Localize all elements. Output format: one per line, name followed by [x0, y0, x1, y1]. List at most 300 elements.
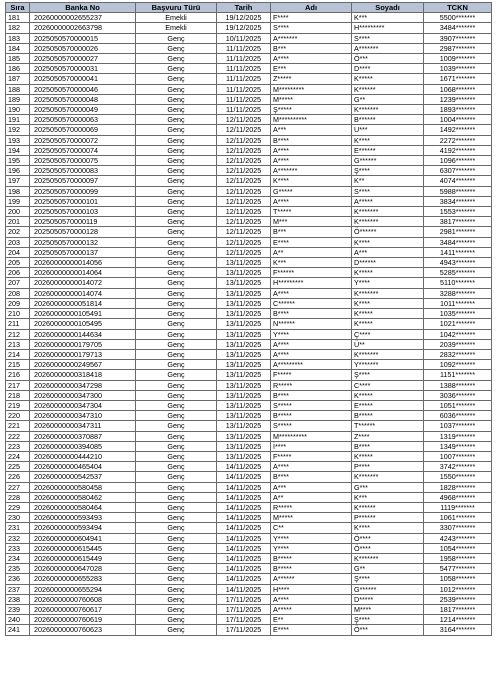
table-row [6, 411, 492, 421]
cell-tarih: 14/11/2025 [217, 543, 271, 553]
cell-soyadi: K**** [352, 298, 424, 308]
cell-sira: 234 [6, 553, 30, 563]
table-row [6, 329, 492, 339]
cell-adi: C****** [271, 298, 352, 308]
cell-sira: 204 [6, 247, 30, 257]
cell-adi: B**** [271, 309, 352, 319]
col-header-tarih: Tarih [217, 3, 271, 13]
cell-banka-no: 20260000000105491 [30, 309, 136, 319]
cell-sira: 202 [6, 227, 30, 237]
cell-tarih: 13/11/2025 [217, 319, 271, 329]
cell-banka-no: 20260000002663798 [30, 23, 136, 33]
cell-tckn: 1011******* [424, 298, 492, 308]
cell-soyadi: K******* [352, 207, 424, 217]
cell-tckn: 1092******* [424, 360, 492, 370]
cell-adi: M********* [271, 84, 352, 94]
table-row [6, 523, 492, 533]
cell-basvuru-turu: Genç [136, 533, 217, 543]
cell-tarih: 14/11/2025 [217, 564, 271, 574]
cell-adi: A****** [271, 574, 352, 584]
cell-basvuru-turu: Genç [136, 319, 217, 329]
cell-adi: B**** [271, 135, 352, 145]
cell-basvuru-turu: Genç [136, 492, 217, 502]
cell-basvuru-turu: Genç [136, 543, 217, 553]
cell-basvuru-turu: Genç [136, 125, 217, 135]
cell-sira: 228 [6, 492, 30, 502]
cell-sira: 189 [6, 94, 30, 104]
cell-soyadi: G****** [352, 584, 424, 594]
cell-tarih: 12/11/2025 [217, 207, 271, 217]
cell-sira: 216 [6, 370, 30, 380]
cell-banka-no: 20260000000647028 [30, 564, 136, 574]
table-row [6, 615, 492, 625]
cell-soyadi: Ö*** [352, 625, 424, 635]
cell-sira: 184 [6, 43, 30, 53]
cell-soyadi: Ş**** [352, 370, 424, 380]
cell-banka-no: 2025050570000075 [30, 156, 136, 166]
cell-soyadi: H********* [352, 23, 424, 33]
cell-banka-no: 2025050570000041 [30, 74, 136, 84]
cell-adi: A******* [271, 166, 352, 176]
cell-soyadi: K**** [352, 523, 424, 533]
cell-basvuru-turu: Genç [136, 105, 217, 115]
cell-adi: B**** [271, 390, 352, 400]
table-row [6, 482, 492, 492]
cell-sira: 222 [6, 431, 30, 441]
cell-banka-no: 2025050570000132 [30, 237, 136, 247]
cell-soyadi: B**** [352, 441, 424, 451]
cell-adi: A********* [271, 360, 352, 370]
cell-tckn: 4243******* [424, 533, 492, 543]
cell-adi: H********* [271, 278, 352, 288]
cell-adi: F***** [271, 451, 352, 461]
cell-tarih: 12/11/2025 [217, 176, 271, 186]
cell-basvuru-turu: Genç [136, 360, 217, 370]
cell-tarih: 13/11/2025 [217, 411, 271, 421]
cell-tarih: 12/11/2025 [217, 186, 271, 196]
cell-tckn: 1037******* [424, 421, 492, 431]
cell-basvuru-turu: Genç [136, 400, 217, 410]
cell-soyadi: Ö**** [352, 543, 424, 553]
cell-basvuru-turu: Genç [136, 196, 217, 206]
table-row [6, 472, 492, 482]
cell-sira: 241 [6, 625, 30, 635]
cell-tckn: 1388******* [424, 380, 492, 390]
cell-soyadi: Z**** [352, 431, 424, 441]
cell-soyadi: E****** [352, 145, 424, 155]
cell-banka-no: 20260000000580458 [30, 482, 136, 492]
cell-tckn: 2981******* [424, 227, 492, 237]
table-header-row [6, 3, 492, 13]
cell-tckn: 1096******* [424, 156, 492, 166]
cell-tckn: 1817******* [424, 604, 492, 614]
cell-tarih: 11/11/2025 [217, 43, 271, 53]
cell-sira: 237 [6, 584, 30, 594]
cell-adi: F**** [271, 13, 352, 23]
cell-sira: 195 [6, 156, 30, 166]
table-row [6, 105, 492, 115]
cell-tarih: 13/11/2025 [217, 258, 271, 268]
cell-soyadi: K*** [352, 492, 424, 502]
cell-tarih: 14/11/2025 [217, 574, 271, 584]
cell-tarih: 12/11/2025 [217, 145, 271, 155]
cell-sira: 219 [6, 400, 30, 410]
cell-soyadi: K***** [352, 319, 424, 329]
cell-tckn: 1151******* [424, 370, 492, 380]
cell-tckn: 1349******* [424, 441, 492, 451]
cell-banka-no: 20260000000051814 [30, 298, 136, 308]
cell-sira: 207 [6, 278, 30, 288]
cell-tarih: 14/11/2025 [217, 472, 271, 482]
cell-tarih: 11/11/2025 [217, 64, 271, 74]
cell-soyadi: K**** [352, 135, 424, 145]
cell-sira: 186 [6, 64, 30, 74]
col-header-tckn: TCKN [424, 3, 492, 13]
table-row [6, 135, 492, 145]
cell-basvuru-turu: Genç [136, 482, 217, 492]
cell-basvuru-turu: Genç [136, 349, 217, 359]
table-row [6, 186, 492, 196]
cell-sira: 213 [6, 339, 30, 349]
cell-adi: E** [271, 615, 352, 625]
cell-banka-no: 2025050570000027 [30, 54, 136, 64]
table-row [6, 207, 492, 217]
cell-sira: 239 [6, 604, 30, 614]
table-row [6, 278, 492, 288]
cell-tarih: 11/11/2025 [217, 105, 271, 115]
cell-banka-no: 20260000000347304 [30, 400, 136, 410]
cell-adi: A**** [271, 349, 352, 359]
cell-tarih: 17/11/2025 [217, 604, 271, 614]
cell-adi: M***** [271, 513, 352, 523]
cell-banka-no: 2025050570000048 [30, 94, 136, 104]
cell-tckn: 1058******* [424, 574, 492, 584]
cell-sira: 221 [6, 421, 30, 431]
table-row [6, 390, 492, 400]
cell-soyadi: K***** [352, 390, 424, 400]
cell-adi: İ**** [271, 441, 352, 451]
cell-basvuru-turu: Genç [136, 217, 217, 227]
cell-adi: B***** [271, 564, 352, 574]
cell-basvuru-turu: Genç [136, 298, 217, 308]
table-row [6, 217, 492, 227]
cell-tckn: 1004******* [424, 115, 492, 125]
cell-banka-no: 20260000000394085 [30, 441, 136, 451]
cell-tarih: 19/12/2025 [217, 13, 271, 23]
cell-sira: 181 [6, 13, 30, 23]
cell-soyadi: A***** [352, 196, 424, 206]
cell-soyadi: B***** [352, 411, 424, 421]
cell-tckn: 3288******* [424, 288, 492, 298]
cell-sira: 211 [6, 319, 30, 329]
cell-sira: 200 [6, 207, 30, 217]
cell-soyadi: Ş**** [352, 574, 424, 584]
table-row [6, 380, 492, 390]
cell-sira: 215 [6, 360, 30, 370]
cell-sira: 191 [6, 115, 30, 125]
cell-tarih: 13/11/2025 [217, 309, 271, 319]
cell-tckn: 2987******* [424, 43, 492, 53]
table-row [6, 502, 492, 512]
cell-soyadi: K******* [352, 105, 424, 115]
cell-tarih: 11/11/2025 [217, 84, 271, 94]
table-row [6, 43, 492, 53]
cell-sira: 193 [6, 135, 30, 145]
cell-adi: H**** [271, 584, 352, 594]
cell-soyadi: Ö****** [352, 227, 424, 237]
cell-sira: 218 [6, 390, 30, 400]
table-body [6, 13, 492, 635]
cell-adi: A**** [271, 156, 352, 166]
cell-tarih: 12/11/2025 [217, 125, 271, 135]
cell-sira: 194 [6, 145, 30, 155]
cell-basvuru-turu: Genç [136, 615, 217, 625]
cell-adi: G***** [271, 186, 352, 196]
cell-banka-no: 20260000000760608 [30, 594, 136, 604]
cell-tarih: 12/11/2025 [217, 247, 271, 257]
cell-tarih: 13/11/2025 [217, 380, 271, 390]
cell-tckn: 1411******* [424, 247, 492, 257]
cell-banka-no: 20260000000014056 [30, 258, 136, 268]
cell-tckn: 2832******* [424, 349, 492, 359]
cell-banka-no: 2025050570000031 [30, 64, 136, 74]
cell-adi: A**** [271, 288, 352, 298]
cell-basvuru-turu: Genç [136, 176, 217, 186]
cell-basvuru-turu: Genç [136, 411, 217, 421]
cell-basvuru-turu: Genç [136, 74, 217, 84]
cell-tarih: 12/11/2025 [217, 227, 271, 237]
cell-basvuru-turu: Genç [136, 502, 217, 512]
cell-sira: 199 [6, 196, 30, 206]
cell-tarih: 13/11/2025 [217, 370, 271, 380]
cell-sira: 183 [6, 33, 30, 43]
cell-tckn: 1012******* [424, 584, 492, 594]
cell-soyadi: K*** [352, 13, 424, 23]
cell-soyadi: A******* [352, 43, 424, 53]
cell-adi: K*** [271, 258, 352, 268]
table-row [6, 533, 492, 543]
cell-tckn: 1061******* [424, 513, 492, 523]
col-header-banka-no: Banka No [30, 3, 136, 13]
cell-adi: A*** [271, 125, 352, 135]
cell-adi: S***** [271, 400, 352, 410]
cell-tckn: 1828******* [424, 482, 492, 492]
cell-sira: 187 [6, 74, 30, 84]
cell-tarih: 14/11/2025 [217, 502, 271, 512]
cell-sira: 198 [6, 186, 30, 196]
table-row [6, 604, 492, 614]
cell-banka-no: 20260000000014074 [30, 288, 136, 298]
cell-sira: 229 [6, 502, 30, 512]
cell-tckn: 1039******* [424, 64, 492, 74]
cell-sira: 210 [6, 309, 30, 319]
cell-basvuru-turu: Genç [136, 513, 217, 523]
cell-banka-no: 20260000000655294 [30, 584, 136, 594]
cell-tarih: 13/11/2025 [217, 288, 271, 298]
cell-basvuru-turu: Genç [136, 441, 217, 451]
cell-soyadi: D***** [352, 594, 424, 604]
cell-tarih: 11/11/2025 [217, 74, 271, 84]
cell-tckn: 6036******* [424, 411, 492, 421]
cell-basvuru-turu: Genç [136, 237, 217, 247]
col-header-sira: Sıra [6, 3, 30, 13]
cell-banka-no: 20260000000347310 [30, 411, 136, 421]
cell-basvuru-turu: Genç [136, 115, 217, 125]
cell-tarih: 13/11/2025 [217, 339, 271, 349]
cell-sira: 220 [6, 411, 30, 421]
table-row [6, 227, 492, 237]
cell-tarih: 12/11/2025 [217, 135, 271, 145]
cell-basvuru-turu: Genç [136, 278, 217, 288]
table-row [6, 13, 492, 23]
cell-soyadi: P**** [352, 462, 424, 472]
cell-banka-no: 20260000000318418 [30, 370, 136, 380]
cell-basvuru-turu: Genç [136, 43, 217, 53]
cell-soyadi: P****** [352, 513, 424, 523]
cell-banka-no: 20260000000105495 [30, 319, 136, 329]
cell-adi: S**** [271, 23, 352, 33]
cell-soyadi: K***** [352, 268, 424, 278]
cell-banka-no: 20260000000760619 [30, 615, 136, 625]
table-row [6, 33, 492, 43]
cell-basvuru-turu: Genç [136, 462, 217, 472]
cell-soyadi: B****** [352, 115, 424, 125]
cell-tckn: 1068******* [424, 84, 492, 94]
cell-basvuru-turu: Genç [136, 564, 217, 574]
cell-basvuru-turu: Genç [136, 94, 217, 104]
cell-tarih: 13/11/2025 [217, 431, 271, 441]
col-header-basvuru-turu: Başvuru Türü [136, 3, 217, 13]
cell-basvuru-turu: Genç [136, 451, 217, 461]
cell-sira: 205 [6, 258, 30, 268]
cell-basvuru-turu: Genç [136, 145, 217, 155]
cell-adi: A**** [271, 196, 352, 206]
cell-tckn: 1550******* [424, 472, 492, 482]
cell-basvuru-turu: Genç [136, 553, 217, 563]
cell-banka-no: 20260000000014072 [30, 278, 136, 288]
cell-soyadi: G*** [352, 482, 424, 492]
cell-basvuru-turu: Genç [136, 156, 217, 166]
cell-basvuru-turu: Genç [136, 431, 217, 441]
applicants-table [5, 2, 492, 636]
cell-banka-no: 20260000000444210 [30, 451, 136, 461]
cell-sira: 203 [6, 237, 30, 247]
table-row [6, 431, 492, 441]
cell-tarih: 13/11/2025 [217, 349, 271, 359]
table-row [6, 74, 492, 84]
table-row [6, 196, 492, 206]
cell-adi: C** [271, 523, 352, 533]
cell-soyadi: K******* [352, 217, 424, 227]
cell-tckn: 5285******* [424, 268, 492, 278]
cell-adi: A*** [271, 482, 352, 492]
cell-tckn: 5500******* [424, 13, 492, 23]
table-row [6, 400, 492, 410]
cell-sira: 182 [6, 23, 30, 33]
cell-basvuru-turu: Genç [136, 329, 217, 339]
cell-sira: 190 [6, 105, 30, 115]
cell-basvuru-turu: Genç [136, 574, 217, 584]
cell-tarih: 14/11/2025 [217, 492, 271, 502]
cell-banka-no: 20260000000370887 [30, 431, 136, 441]
cell-soyadi: S**** [352, 186, 424, 196]
cell-soyadi: Y**** [352, 278, 424, 288]
cell-adi: A**** [271, 145, 352, 155]
table-row [6, 258, 492, 268]
cell-banka-no: 20260000002655237 [30, 13, 136, 23]
table-row [6, 462, 492, 472]
cell-banka-no: 20260000000593494 [30, 523, 136, 533]
cell-tarih: 19/12/2025 [217, 23, 271, 33]
table-row [6, 553, 492, 563]
cell-basvuru-turu: Genç [136, 370, 217, 380]
table-row [6, 360, 492, 370]
cell-basvuru-turu: Genç [136, 247, 217, 257]
cell-adi: R***** [271, 502, 352, 512]
cell-sira: 206 [6, 268, 30, 278]
cell-tckn: 3484******* [424, 237, 492, 247]
cell-tarih: 14/11/2025 [217, 482, 271, 492]
cell-banka-no: 20260000000580462 [30, 492, 136, 502]
cell-tckn: 1492******* [424, 125, 492, 135]
cell-sira: 209 [6, 298, 30, 308]
cell-banka-no: 2025050570000103 [30, 207, 136, 217]
table-row [6, 94, 492, 104]
cell-tckn: 1119******* [424, 502, 492, 512]
cell-banka-no: 20260000000604941 [30, 533, 136, 543]
table-row [6, 349, 492, 359]
cell-soyadi: K***** [352, 74, 424, 84]
cell-adi: M********** [271, 431, 352, 441]
col-header-adi: Adı [271, 3, 352, 13]
cell-soyadi: E***** [352, 400, 424, 410]
cell-soyadi: T****** [352, 421, 424, 431]
cell-adi: E*** [271, 64, 352, 74]
cell-tarih: 10/11/2025 [217, 33, 271, 43]
cell-basvuru-turu: Emekli [136, 23, 217, 33]
cell-adi: F***** [271, 370, 352, 380]
cell-adi: B**** [271, 472, 352, 482]
table-row [6, 421, 492, 431]
table-row [6, 84, 492, 94]
cell-basvuru-turu: Genç [136, 584, 217, 594]
cell-adi: Y**** [271, 533, 352, 543]
table-row [6, 441, 492, 451]
cell-basvuru-turu: Genç [136, 186, 217, 196]
cell-banka-no: 20260000000593493 [30, 513, 136, 523]
cell-banka-no: 2025050570000137 [30, 247, 136, 257]
cell-soyadi: K****** [352, 84, 424, 94]
cell-banka-no: 20260000000144634 [30, 329, 136, 339]
table-row [6, 625, 492, 635]
cell-basvuru-turu: Genç [136, 472, 217, 482]
cell-sira: 217 [6, 380, 30, 390]
cell-soyadi: K***** [352, 309, 424, 319]
cell-adi: K**** [271, 176, 352, 186]
cell-banka-no: 20260000000542537 [30, 472, 136, 482]
cell-banka-no: 20260000000014064 [30, 268, 136, 278]
cell-tckn: 1007******* [424, 451, 492, 461]
cell-basvuru-turu: Genç [136, 309, 217, 319]
cell-sira: 212 [6, 329, 30, 339]
cell-basvuru-turu: Genç [136, 54, 217, 64]
cell-banka-no: 2025050570000101 [30, 196, 136, 206]
cell-adi: M*** [271, 217, 352, 227]
table-row [6, 543, 492, 553]
table-row [6, 584, 492, 594]
cell-soyadi: K****** [352, 502, 424, 512]
cell-sira: 223 [6, 441, 30, 451]
